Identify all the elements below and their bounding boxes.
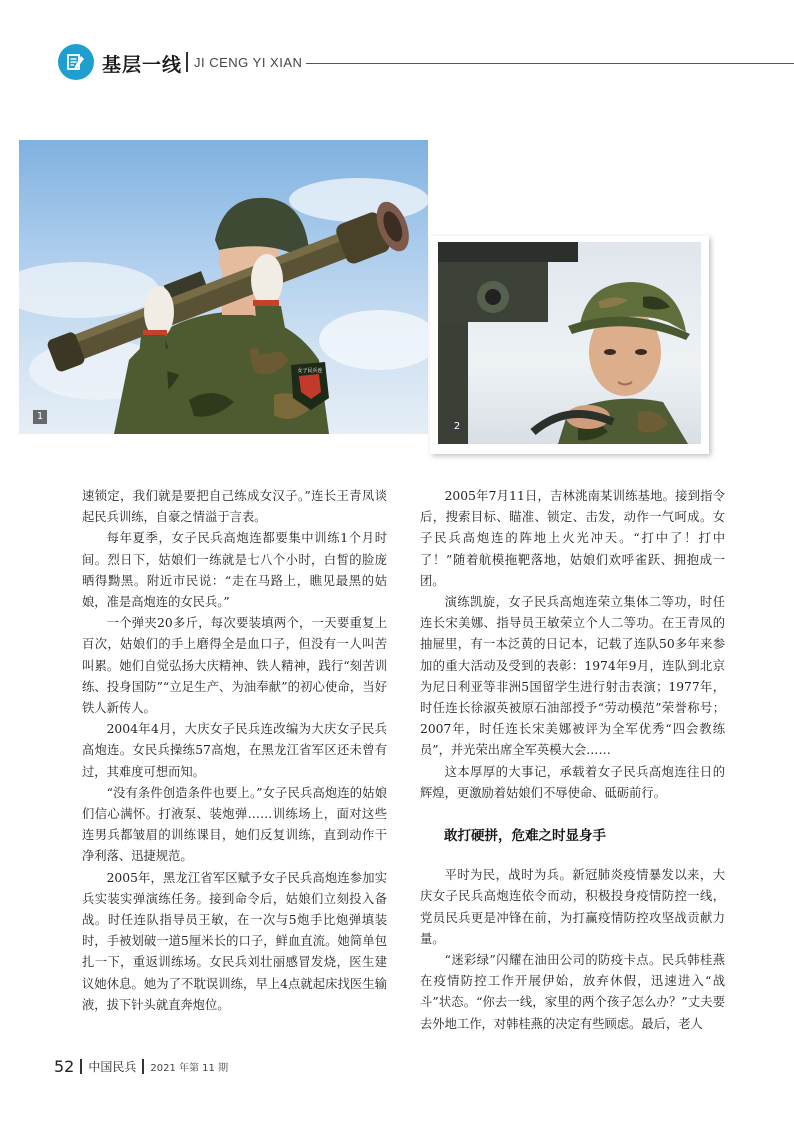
photo-militia-woman-aiming [438,242,701,444]
footer-divider [80,1059,82,1074]
page-number: 52 [54,1057,75,1076]
paragraph: “迷彩绿”闪耀在油田公司的防疫卡点。民兵韩桂燕在疫情防控工作开展伊始，放弃休假，迅速进入“战斗”状态。“你去一线，家里的两个孩子怎么办？”丈夫要去外地工作，对韩桂燕的决定有些顾虑。最后，老人 [420,953,725,1031]
photo1-number: 1 [33,410,47,424]
paragraph: 速锁定，我们就是要把自己练成女汉子。”连长王青凤谈起民兵训练，自豪之情溢于言表。 [82,489,387,525]
paragraph: 平时为民，战时为兵。新冠肺炎疫情暴发以来，大庆女子民兵高炮连依令而动，积极投身疫情防控一线，党员民兵更是冲锋在前，为打赢疫情防控攻坚战贡献力量。 [420,868,725,946]
magazine-name: 中国民兵 [88,1060,137,1074]
paragraph: 2005年7月11日，吉林洮南某训练基地。接到指令后，搜索目标、瞄准、锁定、击发，动作一气呵成。女子民兵高炮连的阵地上火光冲天。“打中了！打中了！”随着航模拖靶落地，姑娘们欢呼雀跃、拥抱成一团。 [420,489,725,588]
paragraph: 2004年4月，大庆女子民兵连改编为大庆女子民兵高炮连。女民兵操练57高炮，在黑龙江省军区还未曾有过，其难度可想而知。 [82,722,387,779]
photo-militia-woman-launcher [19,140,428,434]
photo1-illustration [19,140,428,434]
header-divider [186,52,188,72]
article-left-column [82,486,387,1016]
paragraph: 演练凯旋，女子民兵高炮连荣立集体二等功，时任连长宋美娜、指导员王敏荣立个人二等功。在王青凤的抽屉里，有一本泛黄的日记本，记载了连队50多年来参加的重大活动及受到的表彰：1974年9月，连队到北京为尼日利亚等非洲5国留学生进行射击表演；1977年，时任连长徐淑英被原石油部授予“劳动模范”荣誉称号；2007年，时任连长宋美娜被评为全军优秀“四会教练员”，并光荣出席全军英模大会…… [420,595,725,758]
section-pinyin: JI CENG YI XIAN [194,55,303,70]
paragraph: 每年夏季，女子民兵高炮连都要集中训练1个月时间。烈日下，姑娘们一练就是七八个小时，白皙的脸庞晒得黝黑。附近市民说：“走在马路上，瞧见最黑的姑娘，准是高炮连的女民兵。” [82,531,387,610]
issue-label: 2021 年第 11 期 [150,1063,229,1074]
section-logo [58,44,94,80]
patch-text: 女子民兵连 [297,368,323,374]
paragraph: “没有条件创造条件也要上。”女子民兵高炮连的姑娘们信心满怀。打液泵、装炮弹……训练场上，面对这些连男兵都皱眉的训练课目，她们反复训练，直到动作干净利落、迅捷规范。 [82,785,387,864]
article-right-column [420,486,725,1035]
paragraph: 2005年，黑龙江省军区赋予女子民兵高炮连参加实兵实装实弹演练任务。接到命令后，姑娘们立刻投入备战。时任连队指导员王敏，在一次与5炮手比炮弹填装时，手被划破一道5厘米长的口子，鲜血直流。她简单包扎一下，重返训练场。女民兵刘壮丽感冒发烧，医生建议她休息。她为了不耽误训练，早上4点就起床找医生输液，拔下针头就直奔炮位。 [82,870,387,1012]
footer-divider [142,1059,144,1074]
photo2-number: 2 [450,420,464,434]
page-footer [54,1057,228,1076]
pen-notebook-icon [65,51,87,73]
header-rule [306,63,794,64]
section-title: 基层一线 [102,54,183,76]
paragraph: 一个弹夹20多斤，每次要装填两个，一天要重复上百次，姑娘们的手上磨得全是血口子，但没有一人叫苦叫累。她们自觉弘扬大庆精神、铁人精神，践行“刻苦训练、投身国防”“立足生产、为油奉献”的初心使命，当好铁人新传人。 [82,616,387,716]
section-heading: 敢打硬拼，危难之时显身手 [444,828,606,845]
photo2-illustration [438,242,701,444]
paragraph: 这本厚厚的大事记，承载着女子民兵高炮连往日的辉煌，更激励着姑娘们不辱使命、砥砺前行。 [420,764,725,800]
